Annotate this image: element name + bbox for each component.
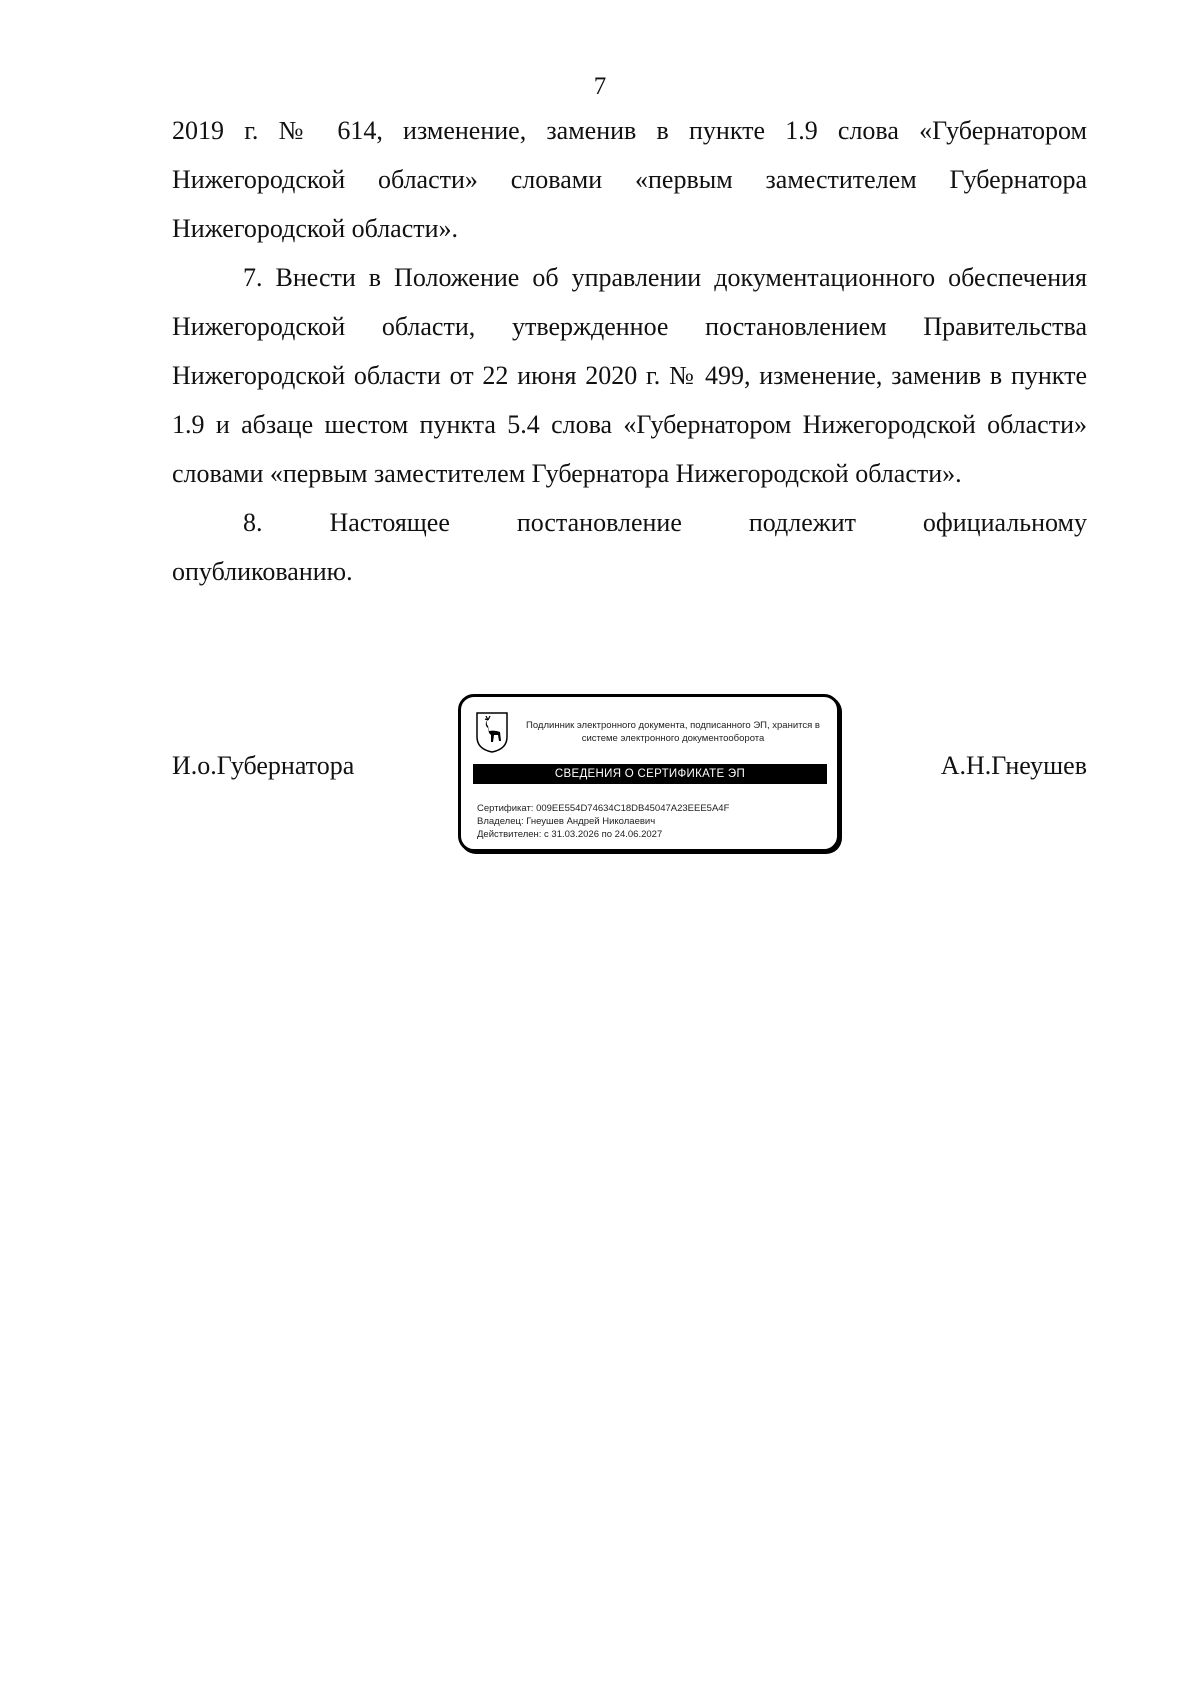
paragraph-8-last-line: опубликованию. [172, 557, 353, 586]
stamp-certificate-header: СВЕДЕНИЯ О СЕРТИФИКАТЕ ЭП [473, 764, 827, 784]
paragraph-8-word: постановление [516, 508, 682, 537]
electronic-signature-stamp [458, 694, 840, 852]
certificate-validity: Действителен: с 31.03.2026 по 24.06.2027 [477, 829, 663, 840]
paragraph-7: 7. Внести в Положение об управлении документационного обеспечения Нижегородской области, утвержденное постановлением Правительства Нижегородской области от 22 июня 2020 г. № 499, изменение, заменив в пункте 1.9 и абзаце шестом пункта 5.4 слова «Губернатором Нижегородской области» словами «первым заместителем Губернатора Нижегородской области». [172, 263, 1087, 488]
signatory-name: А.Н.Гнеушев [940, 751, 1087, 780]
certificate-number: Сертификат: 009EE554D74634C18DB45047A23EEE5A4F [477, 803, 730, 814]
paragraph-8-word: Настоящее [329, 508, 450, 537]
stamp-certificate-details [477, 802, 729, 841]
stamp-note: Подлинник электронного документа, подписанного ЭП, хранится в системе электронного документооборота [526, 720, 820, 744]
page-number: 7 [593, 73, 607, 100]
paragraph-8-word: подлежит [748, 508, 856, 537]
certificate-owner: Владелец: Гнеушев Андрей Николаевич [477, 816, 656, 827]
paragraph-8-first-line [172, 498, 1087, 547]
paragraph-8 [172, 498, 1087, 596]
signatory-position: И.о.Губернатора [172, 751, 355, 780]
paragraph-8-word: официальному [922, 508, 1087, 537]
document-body [172, 106, 1087, 596]
paragraph-8-number: 8. [243, 508, 263, 537]
paragraph-continuation: 2019 г. № 614, изменение, заменив в пункте 1.9 слова «Губернатором Нижегородской области» словами «первым заместителем Губернатора Нижегородской области». [172, 116, 1087, 243]
deer-emblem-icon [475, 711, 509, 753]
